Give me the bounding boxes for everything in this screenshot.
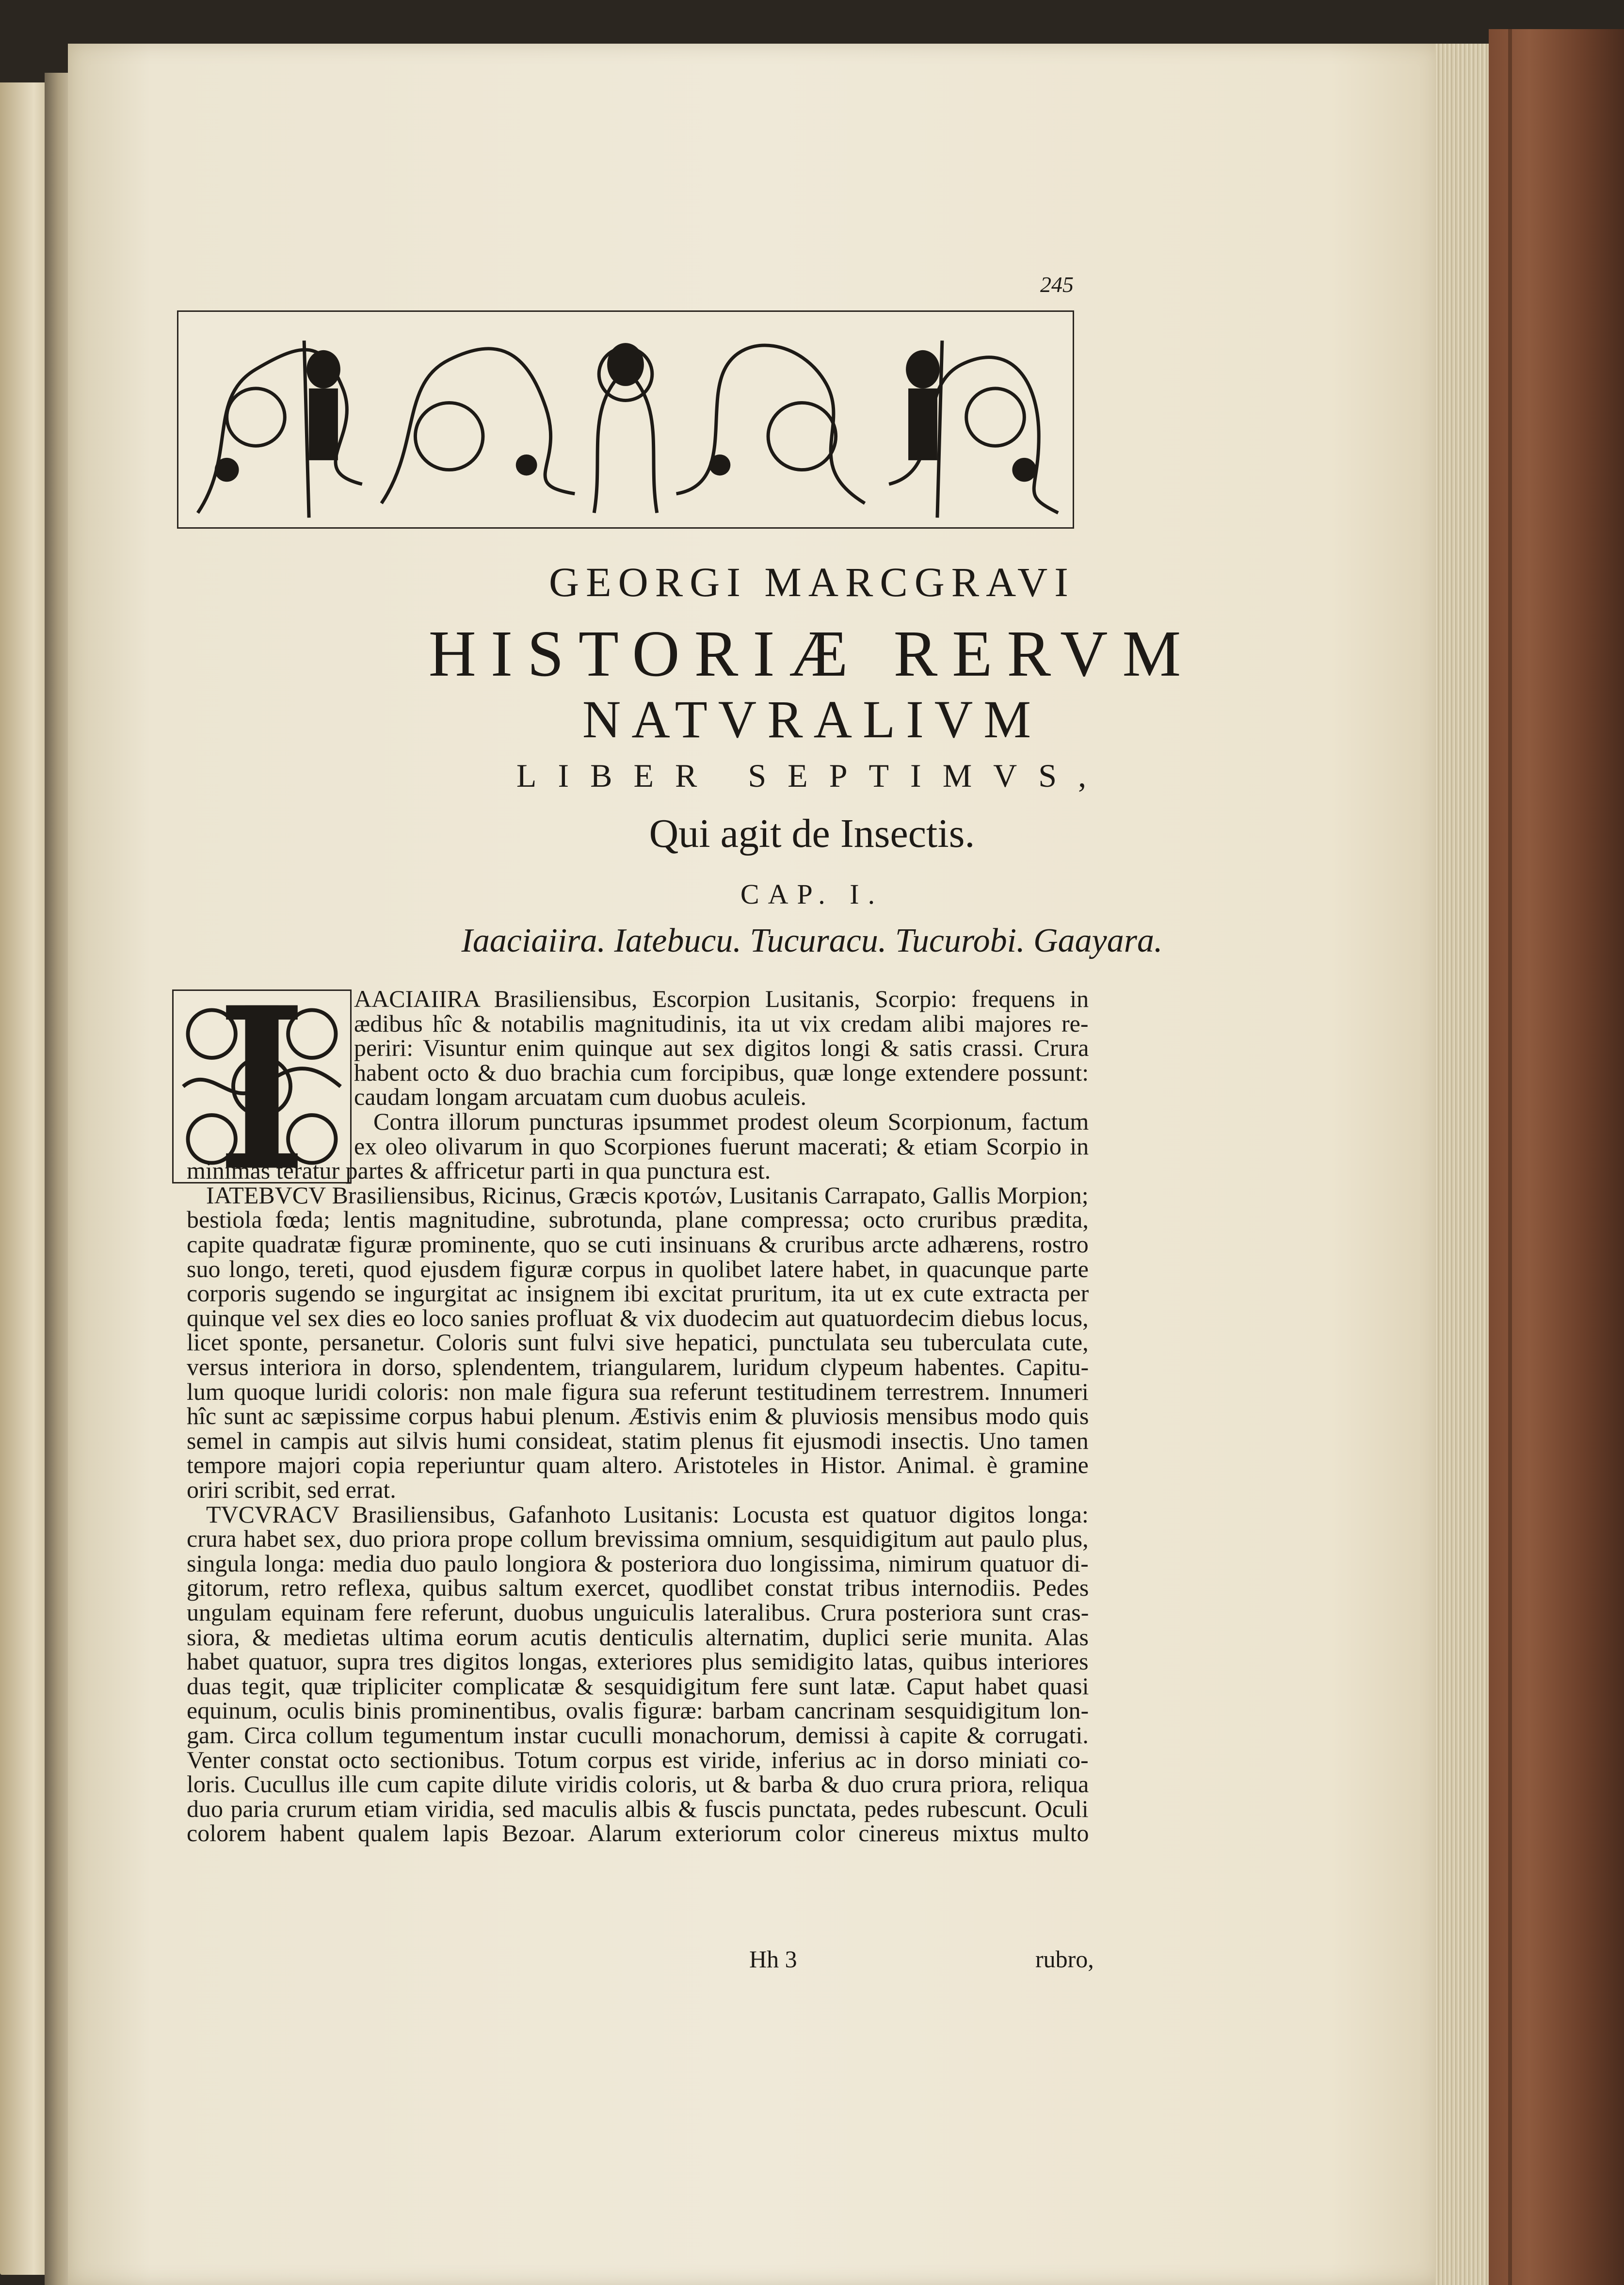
text-line: lum quoque luridi coloris: non male figura sua referunt testitudinem terrestrem. Innumeri [187, 1377, 1089, 1405]
book-topic: Qui agit de Insectis. [649, 811, 975, 856]
catchword: rubro, [1035, 1945, 1094, 1973]
text-line: ædibus hîc & notabilis magnitudinis, ita ut vix credam alibi majores re- [354, 1009, 1089, 1037]
signature-mark: Hh 3 [749, 1945, 797, 1973]
text-line: caudam longam arcuatam cum duobus aculeis. [354, 1083, 807, 1111]
text-line: capite quadratæ figuræ prominente, quo se cuti insinuans & cruribus arcte adhærens, rostro [187, 1231, 1089, 1258]
text-line: versus interiora in dorso, splendentem, triangularem, luridum clypeum habentes. Capitu- [187, 1353, 1089, 1380]
text-line: oriri scribit, sed errat. [187, 1476, 396, 1503]
work-subtitle: NATVRALIVM [582, 690, 1042, 749]
text-line: Contra illorum puncturas ipsummet prodest oleum Scorpionum, factum [373, 1108, 1089, 1135]
text-line: duo paria crurum etiam viridia, sed maculis albis & fuscis punctata, pedes rubescunt. Oculi [187, 1795, 1089, 1822]
page-edges [1435, 44, 1494, 2285]
text-line: habent octo & duo brachia cum forcipibus, quæ longe extendere possunt: [354, 1058, 1089, 1086]
text-line: equinum, oculis binis prominentibus, ovalis figuræ: barbam cancrinam sesquidigitum lon- [187, 1697, 1089, 1724]
chapter-label: CAP. I. [740, 878, 884, 910]
chapter-heading: Iaaciaiira. Iatebucu. Tucuracu. Tucurobi. Gaayara. [461, 922, 1163, 959]
text-line: corporis sugendo se ingurgitat ac insignem ibi excitat pruritum, ita ut ex cute extracta per [187, 1280, 1089, 1307]
text-line: crura habet sex, duo priora prope collum brevissima omnium, sesquidigitum aut paulo plus, [187, 1525, 1089, 1553]
work-title: HISTORIÆ RERVM [428, 617, 1196, 690]
drop-cap-initial [172, 989, 352, 1183]
author-line: GEORGI MARCGRAVI [549, 559, 1075, 605]
text-line: loris. Cucullus ille cum capite dilute viridis coloris, ut & barba & duo crura priora, reliqua [187, 1770, 1089, 1798]
text-line: Venter constat octo sectionibus. Totum corpus est viride, inferius ac in dorso miniati co- [187, 1746, 1089, 1773]
headpiece-woodcut [177, 310, 1074, 529]
text-line: IATEBVCV Brasiliensibus, Ricinus, Græcis κροτών, Lusitanis Carrapato, Gallis Morpion; [206, 1181, 1089, 1209]
text-line: TVCVRACV Brasiliensibus, Gafanhoto Lusitanis: Locusta est quatuor digitos longa: [206, 1500, 1089, 1528]
text-line: semel in campis aut silvis humi consideat, statim plenus fit ejusmodi insectis. Uno tamen [187, 1426, 1089, 1454]
text-line: periri: Visuntur enim quinque aut sex digitos longi & satis crassi. Crura [354, 1034, 1089, 1062]
page-number: 245 [1040, 272, 1074, 297]
text-line: hîc sunt ac sæpissime corpus habui plenum. Æstivis enim & pluviosis mensibus modo quis [187, 1402, 1089, 1430]
text-line: quinque vel sex dies eo loco sanies profluat & vix duodecim aut quatuordecim diebus locus, [187, 1304, 1089, 1331]
text-line: gam. Circa collum tegumentum instar cuculli monachorum, demissi à capite & corrugati. [187, 1721, 1089, 1749]
text-line: singula longa: media duo paulo longiora & posteriora duo longissima, nimirum quatuor di- [187, 1549, 1089, 1577]
text-line: siora, & medietas ultima eorum acutis denticulis alternatim, duplici serie munita. Alas [187, 1623, 1089, 1651]
text-line: habet quatuor, supra tres digitos longas, exteriores plus semidigito latas, quibus interiores [187, 1648, 1089, 1675]
book-cover-edge [1489, 29, 1624, 2285]
facing-page-edge [0, 82, 48, 2275]
text-line: suo longo, tereti, quod ejusdem figuræ corpus in quolibet latere habet, in quacunque parte [187, 1255, 1089, 1282]
text-line: bestiola fœda; lentis magnitudine, subrotunda, plane compressa; octo cruribus prædita, [187, 1206, 1089, 1233]
text-line: gitorum, retro reflexa, quibus saltum exercet, quodlibet constat tribus internodiis. Pedes [187, 1574, 1089, 1602]
text-line: ex oleo olivarum in quo Scorpiones fuerunt macerati; & etiam Scorpio in [354, 1132, 1089, 1160]
text-line: minimas teratur partes & affricetur parti in qua punctura est. [187, 1157, 771, 1184]
text-line: tempore majori copia reperiuntur quam altero. Aristoteles in Histor. Animal. è gramine [187, 1451, 1089, 1479]
text-line: duas tegit, quæ tripliciter complicatæ & sesquidigitum fere sunt latæ. Caput habet quasi [187, 1672, 1089, 1700]
text-line: licet sponte, persanetur. Coloris sunt fulvi sive hepatici, punctulata seu tuberculata cute, [187, 1329, 1089, 1356]
text-line: AACIAIIRA Brasiliensibus, Escorpion Lusitanis, Scorpio: frequens in [354, 985, 1089, 1012]
text-line: ungulam equinam fere referunt, duobus unguiculis lateralibus. Crura posteriora sunt cras- [187, 1599, 1089, 1626]
text-line: colorem habent qualem lapis Bezoar. Alarum exteriorum color cinereus mixtus multo [187, 1819, 1089, 1847]
book-number: LIBER SEPTIMVS, [516, 757, 1108, 794]
